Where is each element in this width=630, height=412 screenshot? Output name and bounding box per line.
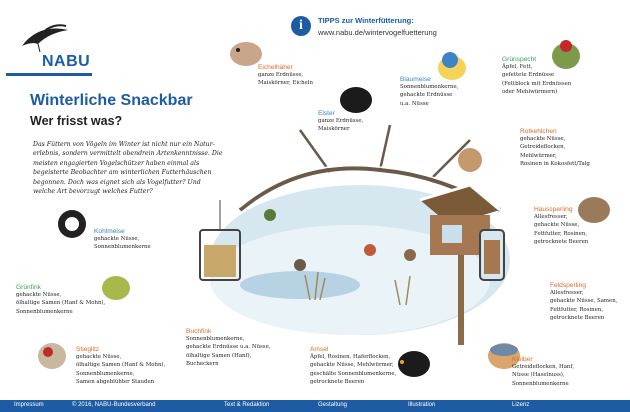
bird-feldsperling [550, 282, 617, 323]
bird-name: Kohlmeise [94, 228, 125, 235]
bird-food: Sonnenblumenkerne, gehackte Erdnüsse u.a. Nüsse [400, 84, 459, 107]
footer-impressum-link[interactable]: Impressum [14, 402, 44, 408]
bird-kleiber [512, 356, 574, 388]
bird-stieglitz [76, 346, 165, 387]
bird-name: Grünfink [16, 284, 41, 291]
goldfinch-icon [34, 340, 70, 372]
tips-title: TIPPS zur Winterfütterung: [318, 16, 414, 25]
bird-gruenfink [16, 284, 105, 316]
bird-name: Elster [318, 110, 335, 117]
bird-food: gehackte Nüsse, Sonnenblumenkerne [94, 236, 151, 251]
bird-name: Amsel [310, 346, 329, 353]
bird-elster [318, 110, 363, 134]
bird-food: ganze Erdnüsse, Maiskörner, Eicheln [258, 72, 313, 87]
bird-name: Blaumeise [400, 76, 431, 83]
bird-name: Rotkehlchen [520, 128, 557, 135]
great-tit-icon [54, 206, 90, 242]
bird-rotkehlchen [520, 128, 590, 169]
bird-name: Stieglitz [76, 346, 100, 353]
bird-gruenspecht [502, 56, 571, 97]
bird-food: gehackte Nüsse, ölhaltige Samen (Hanf & Mohn), Sonnenblumenkerne, Samen abgeblühter Stauden [76, 354, 166, 386]
bird-kohlmeise [94, 228, 151, 252]
footer-illustration-link[interactable]: Illustration [408, 402, 436, 408]
footer-gestaltung-link[interactable]: Gestaltung [318, 402, 348, 408]
bird-eichelhaeher [258, 64, 313, 88]
nabu-logo[interactable] [6, 20, 92, 78]
bird-name: Buchfink [186, 328, 212, 335]
bird-haussperling [534, 206, 588, 247]
bird-food: Äpfel, Rosinen, Haferflocken, gehackte Nüsse, Mehlwürmer, geschälte Sonnenblumenkerne, getrocknete Beeren [310, 354, 397, 386]
bird-food: ganze Erdnüsse, Maiskörner [318, 118, 364, 133]
footer-text-redaktion-link[interactable]: Text & Redaktion [224, 402, 270, 408]
bird-name: Feldsperling [550, 282, 586, 289]
bird-name: Grünspecht [502, 56, 537, 63]
bird-food: Sonnenblumenkerne, gehackte Erdnüsse u.a. Nüsse, ölhaltige Samen (Hanf), Bucheckern [186, 336, 271, 368]
intro-text: Das Füttern von Vögeln im Winter ist nicht nur ein Natur-erlebnis, sondern vermittelt obendrein Artenkenntnisse. Die meisten engagierten Vogelschützer haben einmal als begeisterte Beobachter am winterlichen Futterhäuschen begonnen. Doch was eignet sich als Vogelfutter? Und welche Art bevorzugt welches Futter? [33, 141, 223, 196]
bird-food: gehackte Nüsse, Getreideflocken, Mehlwürmer, Rosinen in Kokosfett/Talg [520, 136, 590, 168]
bird-amsel [310, 346, 396, 387]
bird-blaumeise [400, 76, 458, 108]
bird-food: Allesfresser, gehackte Nüsse, Samen, Fettfutter, Rosinen, getrocknete Beeren [550, 290, 618, 322]
bird-buchfink [186, 328, 270, 369]
logo-text: NABU [42, 53, 91, 70]
bird-food: gehackte Nüsse, ölhaltige Samen (Hanf & Mohn), Sonnenblumenkerne [16, 292, 106, 315]
bird-food: Allesfresser, gehackte Nüsse, Fettfutter, Rosinen, getrocknete Beeren [534, 214, 589, 246]
info-icon: i [291, 16, 311, 36]
footer-copyright: © 2016, NABU-Bundesverband [72, 402, 156, 408]
tips-url[interactable]: www.nabu.de/wintervogelfuetterung [318, 28, 437, 37]
page-subtitle: Wer frisst was? [30, 114, 123, 128]
blackbird-icon [394, 348, 434, 380]
bird-name: Kleiber [512, 356, 533, 363]
logo-underline [6, 73, 92, 76]
bird-name: Eichelhäher [258, 64, 293, 71]
bird-food: Getreideflocken, Hanf, Nüsse (Haselnuss), Sonnenblumenkerne [512, 364, 574, 387]
footer-lizenz-link[interactable]: Lizenz [512, 402, 530, 408]
bird-food: Äpfel, Fett, gefettete Erdnüsse (Fettblock mit Erdnüssen oder Mehlwürmern) [502, 64, 572, 96]
footer-bar [0, 400, 630, 412]
bird-name: Haussperling [534, 206, 573, 213]
stork-icon [20, 20, 70, 54]
page-title: Winterliche Snackbar [30, 92, 193, 109]
